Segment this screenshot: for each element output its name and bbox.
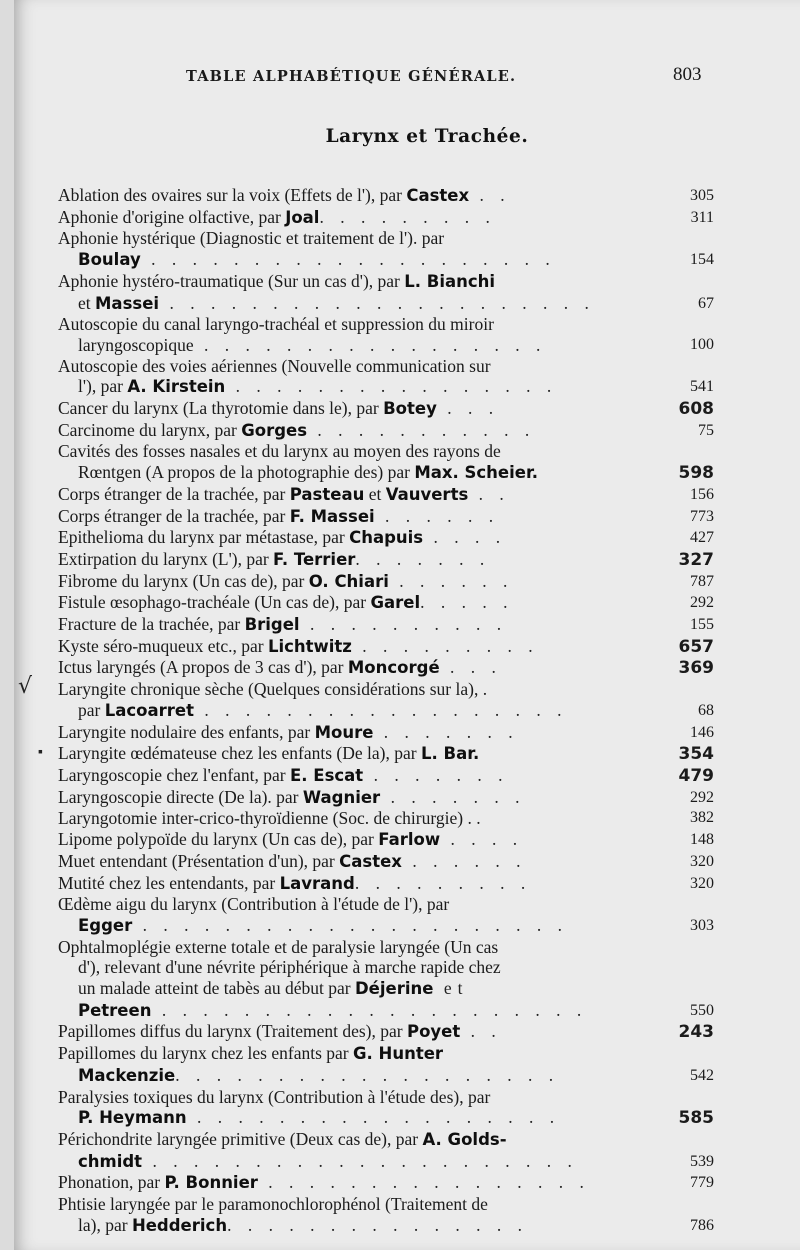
entry-text: Paralysies toxiques du larynx (Contribution à l'étude des), par <box>58 1086 491 1107</box>
dot-leaders: . . . . . . . . . <box>354 872 532 893</box>
entry-line <box>58 441 658 462</box>
entry-line <box>58 894 658 915</box>
index-entry <box>58 1043 714 1086</box>
dot-leaders: . . . . . <box>420 592 514 613</box>
entry-line <box>58 1000 658 1022</box>
entry-line <box>58 185 658 207</box>
index-entries <box>18 185 714 1236</box>
entry-text: Phtisie laryngée par le paramonochlorophénol (Traitement de <box>58 1194 488 1215</box>
author-name: Castex <box>339 851 402 871</box>
index-entry <box>58 527 714 549</box>
entry-text: et <box>364 483 386 504</box>
entry-text: d'), relevant d'une névrite périphérique à marche rapide chez <box>78 957 501 978</box>
entry-line <box>58 271 658 293</box>
dot-leaders: . . . . . . . . . <box>351 635 539 656</box>
dot-leaders: . . . . . . <box>388 570 514 591</box>
author-name: O. Chiari <box>308 571 389 591</box>
author-name: Hedderich <box>131 1215 228 1235</box>
entry-page-number: 148 <box>690 831 714 849</box>
entry-page-number: 427 <box>690 529 714 547</box>
author-name: chmidt <box>78 1151 143 1171</box>
entry-page-number: 541 <box>690 378 714 396</box>
entry-page-number: 786 <box>690 1216 714 1234</box>
dot-leaders: . . . . <box>423 527 507 548</box>
index-entry <box>58 1194 714 1236</box>
entry-line <box>58 314 658 335</box>
author-name: P. Heymann <box>78 1108 187 1128</box>
dot-leaders: . . . . . . . <box>373 721 519 742</box>
entry-line <box>58 527 658 549</box>
entry-page-number: 354 <box>678 744 714 765</box>
entry-line <box>58 679 658 700</box>
entry-line <box>58 1194 658 1215</box>
entry-line <box>58 1043 658 1065</box>
author-name: A. Kirstein <box>127 377 226 397</box>
entry-text: la), par <box>78 1214 132 1235</box>
entry-line <box>58 808 658 829</box>
entry-line <box>58 937 658 958</box>
dot-leaders: . . . . . . . . . . . . . . . . . . . <box>175 1064 560 1085</box>
dot-leaders: . . <box>469 185 511 205</box>
entry-text: Aphonie hystéro-traumatique (Sur un cas d'), par <box>58 270 405 291</box>
entry-page-number: 779 <box>690 1174 714 1192</box>
entry-page-number: 327 <box>678 549 714 570</box>
author-name: Gorges <box>241 420 308 440</box>
entry-page-number: 608 <box>678 399 714 420</box>
dot-leaders: . . . . . . . . . . . . . . . . . . <box>186 1107 561 1128</box>
entry-page-number: 292 <box>690 594 714 612</box>
author-name: Massei <box>95 293 160 313</box>
author-name: Egger <box>78 915 133 935</box>
entry-line <box>58 398 658 420</box>
author-name: L. Bar. <box>420 744 480 764</box>
entry-line <box>58 592 658 614</box>
entry-page-number: 67 <box>698 294 714 312</box>
entry-text: Lipome polypoïde du larynx (Un cas de), par <box>58 829 379 850</box>
index-entry <box>58 1021 714 1043</box>
author-name: Garel <box>370 593 421 613</box>
entry-text: Fibrome du larynx (Un cas de), par <box>58 570 309 591</box>
index-entry <box>58 228 714 270</box>
author-name: F. Terrier <box>273 549 356 569</box>
entry-line <box>58 765 658 787</box>
dot-leaders: . . . . . . . . . . . . . . . . <box>225 376 558 397</box>
entry-line <box>58 249 658 271</box>
entry-text: par <box>78 699 105 720</box>
author-name: F. Massei <box>289 506 375 526</box>
entry-text: Laryngite œdémateuse chez les enfants (De la), par <box>58 743 421 764</box>
index-entry <box>58 614 714 636</box>
entry-line <box>58 851 658 873</box>
entry-text: Epithelioma du larynx par métastase, par <box>58 527 350 548</box>
entry-text: Autoscopie des voies aériennes (Nouvelle communication sur <box>58 355 491 376</box>
author-name: Farlow <box>378 830 441 850</box>
index-entry <box>58 657 714 679</box>
entry-page-number: 539 <box>690 1152 714 1170</box>
entry-line <box>58 1215 658 1237</box>
entry-text: Autoscopie du canal laryngo-trachéal et suppression du miroir <box>58 314 494 335</box>
entry-line <box>58 873 658 895</box>
dot-leaders: et <box>433 978 469 999</box>
entry-text: Fracture de la trachée, par <box>58 614 245 635</box>
dot-leaders: . . . . . . . . . . . . . . . . . . . . . <box>159 292 595 313</box>
entry-text: Corps étranger de la trachée, par <box>58 483 290 504</box>
index-entry <box>58 441 714 483</box>
entry-page-number: 146 <box>690 723 714 741</box>
author-name: Chapuis <box>349 528 424 548</box>
entry-line <box>58 1087 658 1108</box>
entry-page-number: 598 <box>678 463 714 484</box>
entry-page-number: 156 <box>690 485 714 503</box>
entry-page-number: 773 <box>690 507 714 525</box>
entry-text: Papillomes diffus du larynx (Traitement des), par <box>58 1021 407 1042</box>
dot-leaders: . . . <box>439 657 502 678</box>
entry-text: l'), par <box>78 376 128 397</box>
entry-text: Fistule œsophago-trachéale (Un cas de), par <box>58 592 371 613</box>
index-entry <box>58 937 714 1022</box>
entry-page-number: 320 <box>690 874 714 892</box>
margin-dot-icon: ▪ <box>38 745 43 761</box>
entry-text: Corps étranger de la trachée, par <box>58 505 290 526</box>
entry-text: Phonation, par <box>58 1172 165 1193</box>
entry-text: Laryngite nodulaire des enfants, par <box>58 721 315 742</box>
entry-text: Laryngoscopie chez l'enfant, par <box>58 764 291 785</box>
dot-leaders: . . . . . . . . . . . . . . . . . . . . . <box>132 914 568 935</box>
dot-leaders: . . <box>460 1021 502 1042</box>
entry-line <box>58 1151 658 1173</box>
entry-page-number: 585 <box>678 1108 714 1129</box>
entry-line <box>58 462 658 484</box>
index-entry <box>58 787 714 809</box>
dot-leaders: . . <box>468 483 510 504</box>
author-name: Moure <box>314 722 374 742</box>
entry-line <box>58 915 658 937</box>
entry-line <box>58 376 658 398</box>
author-name: Lavrand <box>279 873 355 893</box>
author-name: Max. Scheier. <box>414 463 539 483</box>
entry-line <box>58 420 658 442</box>
entry-text: Extirpation du larynx (L'), par <box>58 548 274 569</box>
index-entry <box>58 549 714 571</box>
entry-line <box>58 978 658 1000</box>
entry-text: Ablation des ovaires sur la voix (Effets de l'), par <box>58 185 407 205</box>
running-title: TABLE ALPHABÉTIQUE GÉNÉRALE. <box>186 68 517 85</box>
author-name: Wagnier <box>302 787 381 807</box>
entry-page-number: 787 <box>690 572 714 590</box>
index-entry <box>58 636 714 658</box>
entry-text: Aphonie hystérique (Diagnostic et traitement de l'). par <box>58 228 445 249</box>
dot-leaders: . . . . . . . . . . . . . . . . . . <box>194 699 568 720</box>
index-entry <box>58 722 714 744</box>
entry-line <box>58 207 658 229</box>
index-entry <box>58 592 714 614</box>
index-entry <box>58 851 714 873</box>
author-name: Poyet <box>406 1022 461 1042</box>
index-entry <box>58 506 714 528</box>
dot-leaders: . . . . . . . . . . . . . . . . . . . . . <box>142 1150 578 1171</box>
entry-text: Carcinome du larynx, par <box>58 419 242 440</box>
page-number: 803 <box>673 64 702 85</box>
entry-line <box>58 957 658 978</box>
index-entry <box>58 356 714 398</box>
author-name: P. Bonnier <box>164 1173 258 1193</box>
entry-page-number: 542 <box>690 1066 714 1084</box>
entry-line <box>58 829 658 851</box>
author-name: G. Hunter <box>352 1044 444 1064</box>
entry-line <box>58 1129 658 1151</box>
entry-text: Ophtalmoplégie externe totale et de paralysie laryngée (Un cas <box>58 936 499 957</box>
dot-leaders: . . . . . . . . . . . . . . . <box>227 1214 528 1235</box>
entry-text: Périchondrite laryngée primitive (Deux cas de), par <box>58 1128 423 1149</box>
index-entry <box>58 571 714 593</box>
dot-leaders: . . . . . . . <box>380 786 526 807</box>
author-name: Petreen <box>78 1000 152 1020</box>
check-mark-icon: √ <box>18 674 33 700</box>
entry-page-number: 479 <box>678 765 714 786</box>
entry-line <box>58 484 658 506</box>
dot-leaders: . . . . . . . . . . . . . . . . . . . . <box>140 249 556 270</box>
index-entry <box>58 185 714 207</box>
dot-leaders: . . . . . . <box>374 505 500 526</box>
index-entry <box>58 271 714 314</box>
entry-page-number: 320 <box>690 852 714 870</box>
entry-text: Ictus laryngés (A propos de 3 cas d'), par <box>58 657 348 678</box>
dot-leaders: . . . <box>436 398 500 419</box>
entry-text: Mutité chez les entendants, par <box>58 872 280 893</box>
entry-page-number: 243 <box>678 1022 714 1043</box>
index-entry <box>58 765 714 787</box>
index-entry <box>58 398 714 420</box>
entry-line <box>58 1021 658 1043</box>
entry-page-number: 550 <box>690 1001 714 1019</box>
dot-leaders: . . . . . . . . . . . . . . . . <box>257 1172 590 1193</box>
dot-leaders: . . . . . . . . . . . . . . . . . <box>193 334 547 355</box>
entry-line <box>58 571 658 593</box>
author-name: Boulay <box>78 250 141 270</box>
entry-text: et <box>78 292 96 313</box>
index-entry <box>58 829 714 851</box>
author-name: L. Bianchi <box>404 271 496 291</box>
entry-text: Œdème aigu du larynx (Contribution à l'étude de l'), par <box>58 894 450 915</box>
entry-text: Laryngite chronique sèche (Quelques considérations sur la), . <box>58 679 488 700</box>
entry-text: Aphonie d'origine olfactive, par <box>58 206 286 227</box>
entry-line <box>58 743 658 765</box>
author-name: Moncorgé <box>347 658 440 678</box>
entry-page-number: 100 <box>690 335 714 353</box>
entry-line <box>58 722 658 744</box>
entry-text: laryngoscopique <box>78 334 194 355</box>
entry-line <box>58 1172 658 1194</box>
section-title: Larynx et Trachée. <box>325 126 529 147</box>
entry-line <box>58 506 658 528</box>
entry-line <box>58 787 658 809</box>
entry-page-number: 154 <box>690 251 714 269</box>
entry-text: Muet entendant (Présentation d'un), par <box>58 850 340 871</box>
entry-line <box>58 1065 658 1087</box>
entry-text: Cancer du larynx (La thyrotomie dans le), par <box>58 398 384 419</box>
entry-page-number: 369 <box>678 658 714 679</box>
dot-leaders: . . . . . . . . . . . . . . . . . . . . . <box>151 999 588 1020</box>
entry-text: un malade atteint de tabès au début par <box>78 978 355 999</box>
entry-text: Rœntgen (A propos de la photographie des) par <box>78 462 415 483</box>
entry-line <box>58 356 658 377</box>
dot-leaders: . . . . . . <box>401 850 527 871</box>
entry-line <box>58 228 658 249</box>
index-entry <box>58 420 714 442</box>
dot-leaders: . . . . . . . . . . . <box>307 419 536 440</box>
dot-leaders: . . . . . . . . . . <box>299 614 508 635</box>
entry-page-number: 305 <box>690 187 714 204</box>
author-name: Botey <box>383 399 437 419</box>
entry-line <box>58 293 658 315</box>
author-name: Vauverts <box>385 484 469 504</box>
index-entry <box>58 1087 714 1129</box>
entry-line <box>58 549 658 571</box>
index-entry <box>58 484 714 506</box>
entry-page-number: 311 <box>690 208 714 226</box>
entry-line <box>58 614 658 636</box>
entry-page-number: 155 <box>690 616 714 634</box>
author-name: A. Golds- <box>422 1129 507 1149</box>
entry-page-number: 303 <box>690 916 714 934</box>
author-name: Joal <box>285 207 320 227</box>
entry-text: Laryngotomie inter-crico-thyroïdienne (Soc. de chirurgie) . . <box>58 808 481 829</box>
index-entry <box>58 1172 714 1194</box>
index-entry <box>58 1129 714 1172</box>
dot-leaders: . . . . . . . . . <box>319 206 496 227</box>
entry-page-number: 75 <box>698 421 714 439</box>
entry-line <box>58 1107 658 1129</box>
entry-line <box>58 700 658 722</box>
author-name: E. Escat <box>290 765 364 785</box>
book-page <box>14 0 800 1250</box>
entry-line <box>58 335 658 356</box>
entry-line <box>58 636 658 658</box>
author-name: Castex <box>406 186 470 205</box>
author-name: Lichtwitz <box>267 636 352 656</box>
entry-page-number: 657 <box>678 636 714 657</box>
entry-page-number: 68 <box>698 701 714 719</box>
entry-text: Kyste séro-muqueux etc., par <box>58 635 268 656</box>
author-name: Déjerine <box>354 979 434 999</box>
index-entry <box>18 674 714 721</box>
entry-line <box>58 657 658 679</box>
entry-page-number: 382 <box>690 809 714 827</box>
author-name: Brigel <box>244 615 300 635</box>
dot-leaders: . . . . <box>440 829 524 850</box>
index-entry <box>58 894 714 936</box>
author-name: Lacoarret <box>104 700 194 720</box>
entry-text: Laryngoscopie directe (De la). par <box>58 786 303 807</box>
entry-page-number: 292 <box>690 788 714 806</box>
entry-text: Papillomes du larynx chez les enfants par <box>58 1043 353 1064</box>
index-entry <box>58 314 714 355</box>
index-entry <box>38 743 714 765</box>
dot-leaders: . . . . . . . <box>355 548 491 569</box>
index-entry <box>58 873 714 895</box>
entry-text: Cavités des fosses nasales et du larynx au moyen des rayons de <box>58 441 501 462</box>
author-name: Mackenzie <box>78 1065 176 1085</box>
author-name: Pasteau <box>289 484 365 504</box>
index-entry <box>58 808 714 829</box>
index-entry <box>58 207 714 229</box>
dot-leaders: . . . . . . . <box>363 764 509 785</box>
